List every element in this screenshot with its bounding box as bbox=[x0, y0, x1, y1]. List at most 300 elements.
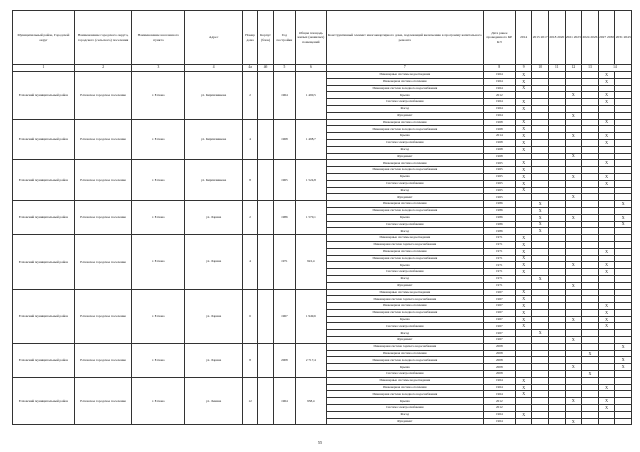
repair-date-cell: 1964 bbox=[483, 99, 515, 106]
column-number: 9 bbox=[515, 65, 532, 72]
period-mark-cell bbox=[582, 99, 599, 106]
period-mark-cell bbox=[582, 146, 599, 153]
element-cell: Инженерные системы водоотведения bbox=[326, 235, 483, 242]
period-mark-cell bbox=[532, 309, 549, 316]
building-cell bbox=[258, 377, 273, 425]
period-mark-cell bbox=[515, 194, 532, 201]
period-mark-cell bbox=[598, 371, 615, 378]
period-mark-cell: X bbox=[598, 99, 615, 106]
period-mark-cell bbox=[582, 418, 599, 425]
repair-date-cell: 2012 bbox=[483, 405, 515, 412]
element-cell: Инженерные системы водоотведения bbox=[326, 72, 483, 79]
period-mark-cell bbox=[532, 105, 549, 112]
street-cell: ул. Ларина bbox=[185, 201, 242, 235]
period-mark-cell bbox=[532, 296, 549, 303]
period-mark-cell bbox=[615, 133, 632, 140]
period-mark-cell bbox=[615, 85, 632, 92]
repair-date-cell: 2012 bbox=[483, 398, 515, 405]
period-mark-cell bbox=[532, 323, 549, 330]
element-cell: Фундамент bbox=[326, 418, 483, 425]
period-mark-cell bbox=[582, 357, 599, 364]
column-header: 2018 2020 bbox=[549, 11, 566, 65]
period-mark-cell bbox=[515, 92, 532, 99]
area-cell: 1 498,7 bbox=[295, 119, 326, 160]
period-mark-cell bbox=[615, 337, 632, 344]
period-mark-cell bbox=[582, 221, 599, 228]
repair-date-cell: 1986 bbox=[483, 221, 515, 228]
period-mark-cell: X bbox=[565, 214, 582, 221]
period-mark-cell bbox=[565, 139, 582, 146]
repair-date-cell: 2008 bbox=[483, 364, 515, 371]
period-mark-cell bbox=[565, 241, 582, 248]
period-mark-cell bbox=[615, 167, 632, 174]
period-mark-cell bbox=[615, 72, 632, 79]
element-cell: Крыша bbox=[326, 133, 483, 140]
period-mark-cell bbox=[565, 146, 582, 153]
column-number: 14 bbox=[598, 65, 631, 72]
period-mark-cell bbox=[549, 187, 566, 194]
repair-date-cell: 1964 bbox=[483, 384, 515, 391]
period-mark-cell bbox=[565, 391, 582, 398]
element-cell: Система электроснабжения bbox=[326, 99, 483, 106]
period-mark-cell bbox=[549, 85, 566, 92]
period-mark-cell bbox=[598, 391, 615, 398]
element-cell: Инженерная система отопления bbox=[326, 119, 483, 126]
period-mark-cell bbox=[565, 248, 582, 255]
repair-date-cell: 1967 bbox=[483, 323, 515, 330]
period-mark-cell bbox=[565, 78, 582, 85]
period-mark-cell bbox=[549, 139, 566, 146]
build-year-cell: 1964 bbox=[273, 377, 295, 425]
period-mark-cell bbox=[615, 119, 632, 126]
period-mark-cell bbox=[549, 323, 566, 330]
area-cell: 1 570,1 bbox=[295, 201, 326, 235]
settlement-cell: Елховское городское поселение bbox=[74, 160, 131, 201]
period-mark-cell bbox=[615, 282, 632, 289]
period-mark-cell bbox=[565, 296, 582, 303]
period-mark-cell bbox=[615, 398, 632, 405]
district-cell: Елховский муниципальный район bbox=[13, 119, 75, 160]
period-mark-cell bbox=[615, 275, 632, 282]
period-mark-cell bbox=[598, 357, 615, 364]
house-number-cell: 8 bbox=[242, 343, 257, 377]
period-mark-cell: X bbox=[615, 343, 632, 350]
column-header: Конструктивный элемент многоквартирного дома, подлежащий включению в программу капитального ремонта bbox=[326, 11, 483, 65]
period-mark-cell bbox=[582, 112, 599, 119]
area-cell: 922,4 bbox=[295, 235, 326, 289]
period-mark-cell bbox=[515, 364, 532, 371]
column-header: Номер дома bbox=[242, 11, 257, 65]
period-mark-cell bbox=[532, 112, 549, 119]
period-mark-cell bbox=[565, 72, 582, 79]
period-mark-cell bbox=[565, 126, 582, 133]
period-mark-cell bbox=[598, 105, 615, 112]
column-header: 2014 bbox=[515, 11, 532, 65]
period-mark-cell: X bbox=[598, 248, 615, 255]
period-mark-cell bbox=[565, 180, 582, 187]
period-mark-cell: X bbox=[565, 418, 582, 425]
period-mark-cell bbox=[565, 207, 582, 214]
repair-date-cell: 1968 bbox=[483, 119, 515, 126]
period-mark-cell bbox=[582, 173, 599, 180]
period-mark-cell bbox=[532, 316, 549, 323]
period-mark-cell bbox=[515, 201, 532, 208]
element-cell: Крыша bbox=[326, 316, 483, 323]
column-number: 5 bbox=[273, 65, 295, 72]
period-mark-cell bbox=[532, 364, 549, 371]
repair-date-cell: 1971 bbox=[483, 241, 515, 248]
period-mark-cell bbox=[565, 343, 582, 350]
period-mark-cell: X bbox=[515, 262, 532, 269]
repair-date-cell: 2008 bbox=[483, 371, 515, 378]
period-mark-cell: X bbox=[515, 167, 532, 174]
period-mark-cell bbox=[615, 187, 632, 194]
period-mark-cell bbox=[565, 330, 582, 337]
period-mark-cell bbox=[532, 371, 549, 378]
period-mark-cell bbox=[515, 418, 532, 425]
settlement-cell: Елховское городское поселение bbox=[74, 201, 131, 235]
period-mark-cell bbox=[515, 153, 532, 160]
period-mark-cell: X bbox=[515, 99, 532, 106]
period-mark-cell bbox=[549, 105, 566, 112]
period-mark-cell bbox=[549, 262, 566, 269]
repair-date-cell: 2012 bbox=[483, 92, 515, 99]
period-mark-cell bbox=[582, 133, 599, 140]
period-mark-cell bbox=[598, 228, 615, 235]
period-mark-cell bbox=[549, 221, 566, 228]
period-mark-cell bbox=[615, 411, 632, 418]
period-mark-cell bbox=[615, 330, 632, 337]
column-number-row bbox=[13, 65, 632, 72]
period-mark-cell bbox=[598, 282, 615, 289]
repair-date-cell: 1986 bbox=[483, 201, 515, 208]
period-mark-cell: X bbox=[515, 303, 532, 310]
period-mark-cell bbox=[549, 330, 566, 337]
period-mark-cell: X bbox=[515, 241, 532, 248]
repair-date-cell: 1967 bbox=[483, 316, 515, 323]
column-number: 3 bbox=[132, 65, 185, 72]
settlement-cell: Елховское городское поселение bbox=[74, 235, 131, 289]
period-mark-cell bbox=[532, 72, 549, 79]
repair-date-cell: 1971 bbox=[483, 282, 515, 289]
column-header: 2031 2043 bbox=[615, 11, 632, 65]
column-number: 8 bbox=[483, 65, 515, 72]
period-mark-cell bbox=[598, 275, 615, 282]
period-mark-cell bbox=[582, 201, 599, 208]
period-mark-cell: X bbox=[615, 364, 632, 371]
period-mark-cell bbox=[532, 146, 549, 153]
period-mark-cell bbox=[549, 255, 566, 262]
period-mark-cell: X bbox=[565, 112, 582, 119]
element-cell: Инженерные системы водоотведения bbox=[326, 377, 483, 384]
repair-date-cell: 1967 bbox=[483, 309, 515, 316]
period-mark-cell bbox=[549, 72, 566, 79]
period-mark-cell bbox=[549, 411, 566, 418]
period-mark-cell bbox=[515, 330, 532, 337]
element-cell: Инженерная система холодного водоснабжения bbox=[326, 255, 483, 262]
element-cell: Крыша bbox=[326, 398, 483, 405]
period-mark-cell: X bbox=[532, 221, 549, 228]
period-mark-cell bbox=[598, 146, 615, 153]
repair-date-cell: 1971 bbox=[483, 235, 515, 242]
period-mark-cell bbox=[582, 296, 599, 303]
period-mark-cell bbox=[598, 214, 615, 221]
repair-program-table bbox=[12, 10, 632, 425]
house-number-cell: 8 bbox=[242, 160, 257, 201]
period-mark-cell bbox=[582, 330, 599, 337]
period-mark-cell: X bbox=[598, 398, 615, 405]
period-mark-cell bbox=[615, 296, 632, 303]
period-mark-cell bbox=[532, 139, 549, 146]
period-mark-cell bbox=[532, 391, 549, 398]
period-mark-cell: X bbox=[515, 248, 532, 255]
period-mark-cell bbox=[582, 187, 599, 194]
period-mark-cell bbox=[549, 92, 566, 99]
period-mark-cell bbox=[582, 411, 599, 418]
district-cell: Елховский муниципальный район bbox=[13, 201, 75, 235]
period-mark-cell: X bbox=[515, 72, 532, 79]
period-mark-cell bbox=[532, 269, 549, 276]
period-mark-cell bbox=[598, 337, 615, 344]
period-mark-cell: X bbox=[598, 316, 615, 323]
period-mark-cell bbox=[615, 99, 632, 106]
column-header: Корпус (блок) bbox=[258, 11, 273, 65]
period-mark-cell: X bbox=[582, 371, 599, 378]
locality-cell: г. Елхово bbox=[132, 377, 185, 425]
period-mark-cell: X bbox=[598, 173, 615, 180]
period-mark-cell bbox=[582, 289, 599, 296]
period-mark-cell bbox=[549, 180, 566, 187]
period-mark-cell bbox=[598, 364, 615, 371]
period-mark-cell bbox=[582, 323, 599, 330]
header-row bbox=[13, 11, 632, 65]
period-mark-cell bbox=[549, 371, 566, 378]
period-mark-cell bbox=[598, 194, 615, 201]
period-mark-cell bbox=[549, 207, 566, 214]
period-mark-cell bbox=[549, 119, 566, 126]
period-mark-cell bbox=[532, 180, 549, 187]
repair-date-cell: 1967 bbox=[483, 296, 515, 303]
repair-date-cell: 1971 bbox=[483, 255, 515, 262]
period-mark-cell: X bbox=[515, 146, 532, 153]
repair-date-cell: 1968 bbox=[483, 139, 515, 146]
period-mark-cell bbox=[532, 357, 549, 364]
period-mark-cell bbox=[549, 241, 566, 248]
element-cell: Фасад bbox=[326, 146, 483, 153]
element-cell: Инженерная система холодного водоснабжения bbox=[326, 85, 483, 92]
element-cell: Инженерная система холодного водоснабжения bbox=[326, 167, 483, 174]
column-header: 2027 2030 bbox=[598, 11, 615, 65]
period-mark-cell bbox=[532, 411, 549, 418]
period-mark-cell bbox=[515, 343, 532, 350]
build-year-cell: 1967 bbox=[273, 289, 295, 343]
period-mark-cell bbox=[582, 126, 599, 133]
period-mark-cell bbox=[615, 112, 632, 119]
column-number: 2 bbox=[74, 65, 131, 72]
element-cell: Система электроснабжения bbox=[326, 221, 483, 228]
period-mark-cell bbox=[565, 405, 582, 412]
element-cell: Инженерная система горячего водоснабжения bbox=[326, 241, 483, 248]
period-mark-cell bbox=[565, 384, 582, 391]
period-mark-cell: X bbox=[615, 214, 632, 221]
period-mark-cell bbox=[615, 173, 632, 180]
locality-cell: г. Елхово bbox=[132, 289, 185, 343]
build-year-cell: 2008 bbox=[273, 343, 295, 377]
house-number-cell: 2 bbox=[242, 201, 257, 235]
period-mark-cell bbox=[582, 72, 599, 79]
period-mark-cell bbox=[598, 187, 615, 194]
period-mark-cell bbox=[549, 357, 566, 364]
period-mark-cell bbox=[598, 255, 615, 262]
period-mark-cell: X bbox=[598, 303, 615, 310]
build-year-cell: 1965 bbox=[273, 160, 295, 201]
period-mark-cell bbox=[532, 173, 549, 180]
period-mark-cell bbox=[582, 85, 599, 92]
period-mark-cell bbox=[615, 241, 632, 248]
period-mark-cell: X bbox=[515, 309, 532, 316]
period-mark-cell: X bbox=[598, 133, 615, 140]
period-mark-cell bbox=[532, 153, 549, 160]
period-mark-cell bbox=[615, 153, 632, 160]
period-mark-cell bbox=[565, 323, 582, 330]
column-number: 13 bbox=[582, 65, 599, 72]
house-number-cell: 4 bbox=[242, 119, 257, 160]
period-mark-cell bbox=[582, 228, 599, 235]
period-mark-cell bbox=[598, 330, 615, 337]
period-mark-cell bbox=[515, 398, 532, 405]
street-cell: ул. Кирпичникова bbox=[185, 160, 242, 201]
period-mark-cell: X bbox=[565, 194, 582, 201]
period-mark-cell bbox=[582, 241, 599, 248]
document-page bbox=[12, 10, 632, 435]
area-cell: 1 490,5 bbox=[295, 72, 326, 120]
locality-cell: г. Елхово bbox=[132, 343, 185, 377]
element-cell: Инженерная система горячего водоснабжения bbox=[326, 296, 483, 303]
period-mark-cell bbox=[582, 405, 599, 412]
period-mark-cell bbox=[582, 398, 599, 405]
period-mark-cell bbox=[598, 296, 615, 303]
period-mark-cell bbox=[565, 275, 582, 282]
period-mark-cell bbox=[582, 255, 599, 262]
table-row bbox=[13, 235, 632, 242]
column-number: 11 bbox=[549, 65, 566, 72]
element-cell: Фундамент bbox=[326, 112, 483, 119]
period-mark-cell: X bbox=[565, 153, 582, 160]
period-mark-cell bbox=[549, 405, 566, 412]
period-mark-cell bbox=[598, 350, 615, 357]
period-mark-cell: X bbox=[515, 78, 532, 85]
period-mark-cell bbox=[582, 384, 599, 391]
period-mark-cell bbox=[565, 289, 582, 296]
repair-date-cell: 1964 bbox=[483, 72, 515, 79]
period-mark-cell bbox=[532, 384, 549, 391]
period-mark-cell bbox=[532, 85, 549, 92]
period-mark-cell bbox=[549, 201, 566, 208]
period-mark-cell bbox=[532, 133, 549, 140]
period-mark-cell bbox=[549, 418, 566, 425]
element-cell: Система электроснабжения bbox=[326, 371, 483, 378]
period-mark-cell bbox=[598, 126, 615, 133]
repair-date-cell: 1968 bbox=[483, 146, 515, 153]
period-mark-cell: X bbox=[565, 262, 582, 269]
house-number-cell: 2 bbox=[242, 72, 257, 120]
table-row bbox=[13, 160, 632, 167]
element-cell: Инженерная система отопления bbox=[326, 350, 483, 357]
element-cell: Инженерная система отопления bbox=[326, 201, 483, 208]
repair-date-cell: 1971 bbox=[483, 269, 515, 276]
column-header: Наименование населенного пункта bbox=[132, 11, 185, 65]
period-mark-cell bbox=[515, 371, 532, 378]
period-mark-cell bbox=[615, 160, 632, 167]
period-mark-cell bbox=[582, 194, 599, 201]
period-mark-cell bbox=[582, 153, 599, 160]
period-mark-cell bbox=[582, 139, 599, 146]
period-mark-cell: X bbox=[515, 133, 532, 140]
period-mark-cell: X bbox=[515, 391, 532, 398]
build-year-cell: 1986 bbox=[273, 201, 295, 235]
period-mark-cell bbox=[549, 309, 566, 316]
period-mark-cell bbox=[549, 296, 566, 303]
element-cell: Фундамент bbox=[326, 153, 483, 160]
repair-date-cell: 2008 bbox=[483, 350, 515, 357]
house-number-cell: 4 bbox=[242, 235, 257, 289]
period-mark-cell bbox=[549, 133, 566, 140]
period-mark-cell: X bbox=[515, 289, 532, 296]
period-mark-cell: X bbox=[532, 207, 549, 214]
period-mark-cell bbox=[598, 201, 615, 208]
repair-date-cell: 2008 bbox=[483, 343, 515, 350]
period-mark-cell bbox=[565, 269, 582, 276]
column-header: Дата ранее проведенного КР КЭ bbox=[483, 11, 515, 65]
period-mark-cell bbox=[532, 289, 549, 296]
street-cell: ул. Ларина bbox=[185, 343, 242, 377]
period-mark-cell bbox=[532, 235, 549, 242]
locality-cell: г. Елхово bbox=[132, 235, 185, 289]
building-cell bbox=[258, 235, 273, 289]
building-cell bbox=[258, 72, 273, 120]
period-mark-cell bbox=[582, 160, 599, 167]
period-mark-cell bbox=[598, 207, 615, 214]
period-mark-cell bbox=[549, 350, 566, 357]
element-cell: Фасад bbox=[326, 228, 483, 235]
period-mark-cell: X bbox=[515, 296, 532, 303]
period-mark-cell bbox=[598, 85, 615, 92]
element-cell: Инженерные системы водоотведения bbox=[326, 289, 483, 296]
period-mark-cell: X bbox=[515, 411, 532, 418]
period-mark-cell: X bbox=[598, 139, 615, 146]
street-cell: ул. Кирпичникова bbox=[185, 119, 242, 160]
period-mark-cell: X bbox=[515, 384, 532, 391]
period-mark-cell: X bbox=[598, 92, 615, 99]
period-mark-cell bbox=[615, 255, 632, 262]
period-mark-cell: X bbox=[515, 316, 532, 323]
period-mark-cell bbox=[515, 228, 532, 235]
period-mark-cell bbox=[615, 78, 632, 85]
repair-date-cell: 1964 bbox=[483, 78, 515, 85]
period-mark-cell bbox=[565, 160, 582, 167]
period-mark-cell bbox=[615, 316, 632, 323]
period-mark-cell bbox=[565, 371, 582, 378]
column-header: 2015 2017 bbox=[532, 11, 549, 65]
repair-date-cell: 1968 bbox=[483, 126, 515, 133]
period-mark-cell: X bbox=[598, 384, 615, 391]
building-cell bbox=[258, 160, 273, 201]
period-mark-cell bbox=[582, 309, 599, 316]
element-cell: Фасад bbox=[326, 330, 483, 337]
period-mark-cell bbox=[615, 377, 632, 384]
period-mark-cell bbox=[598, 343, 615, 350]
period-mark-cell: X bbox=[565, 398, 582, 405]
